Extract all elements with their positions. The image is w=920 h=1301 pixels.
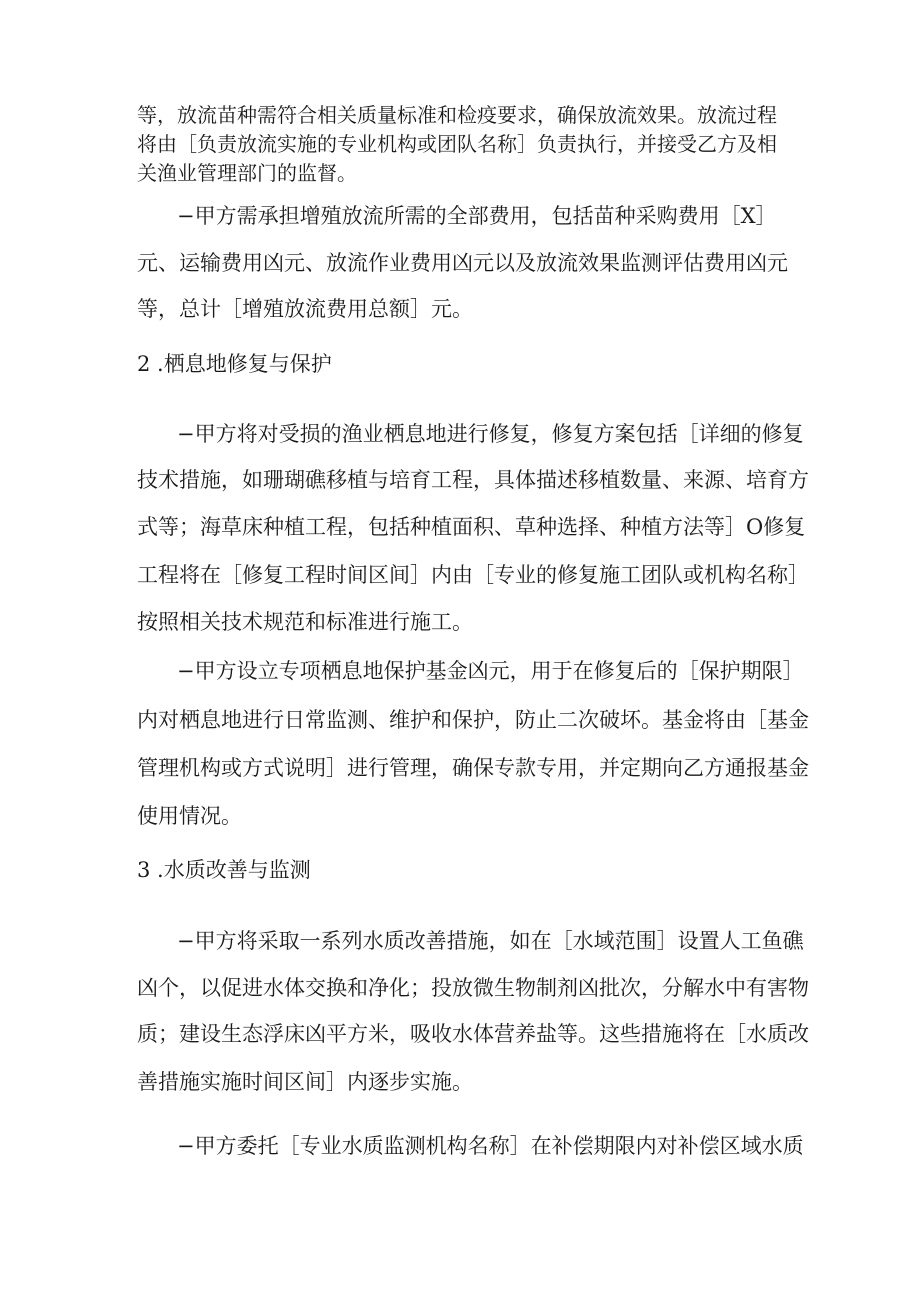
- body-text-line: 使用情况。: [137, 804, 242, 828]
- body-text-line: −甲方委托［专业水质监测机构名称］在补偿期限内对补偿区域水质: [177, 1134, 804, 1158]
- body-text-line: 将由［负责放流实施的专业机构或团队名称］负责执行，并接受乙方及相: [137, 132, 777, 156]
- body-text-line: −甲方将采取一系列水质改善措施，如在［水域范围］设置人工鱼礁: [177, 929, 804, 953]
- section-heading: 3 .水质改善与监测: [137, 858, 311, 882]
- body-text-line: 等，总计［增殖放流费用总额］元。: [137, 297, 473, 321]
- body-text-line: −甲方设立专项栖息地保护基金凶元，用于在修复后的［保护期限］: [177, 659, 804, 683]
- body-text-line: 质；建设生态浮床凶平方米，吸收水体营养盐等。这些措施将在［水质改: [137, 1022, 809, 1046]
- body-text-line: 技术措施，如珊瑚礁移植与培育工程，具体描述移植数量、来源、培育方: [137, 468, 809, 492]
- body-text-line: −甲方需承担增殖放流所需的全部费用，包括苗种采购费用［X］: [177, 204, 777, 228]
- body-text-line: 按照相关技术规范和标准进行施工。: [137, 610, 473, 634]
- body-text-line: 元、运输费用凶元、放流作业费用凶元以及放流效果监测评估费用凶元: [137, 251, 788, 275]
- body-text-line: 凶个，以促进水体交换和净化；投放微生物制剂凶批次，分解水中有害物: [137, 976, 809, 1000]
- body-text-line: 内对栖息地进行日常监测、维护和保护，防止二次破坏。基金将由［基金: [137, 708, 809, 732]
- body-text-line: 等，放流苗种需符合相关质量标准和检疫要求，确保放流效果。放流过程: [137, 103, 777, 127]
- body-text-line: 工程将在［修复工程时间区间］内由［专业的修复施工团队或机构名称］: [137, 563, 809, 587]
- body-text-line: 善措施实施时间区间］内逐步实施。: [137, 1070, 473, 1094]
- section-heading: 2 .栖息地修复与保护: [137, 352, 332, 376]
- body-text-line: 式等；海草床种植工程，包括种植面积、草种选择、种植方法等］O修复: [137, 515, 806, 539]
- body-text-line: 关渔业管理部门的监督。: [137, 161, 357, 185]
- body-text-line: 管理机构或方式说明］进行管理，确保专款专用，并定期向乙方通报基金: [137, 756, 809, 780]
- body-text-line: −甲方将对受损的渔业栖息地进行修复，修复方案包括［详细的修复: [177, 422, 804, 446]
